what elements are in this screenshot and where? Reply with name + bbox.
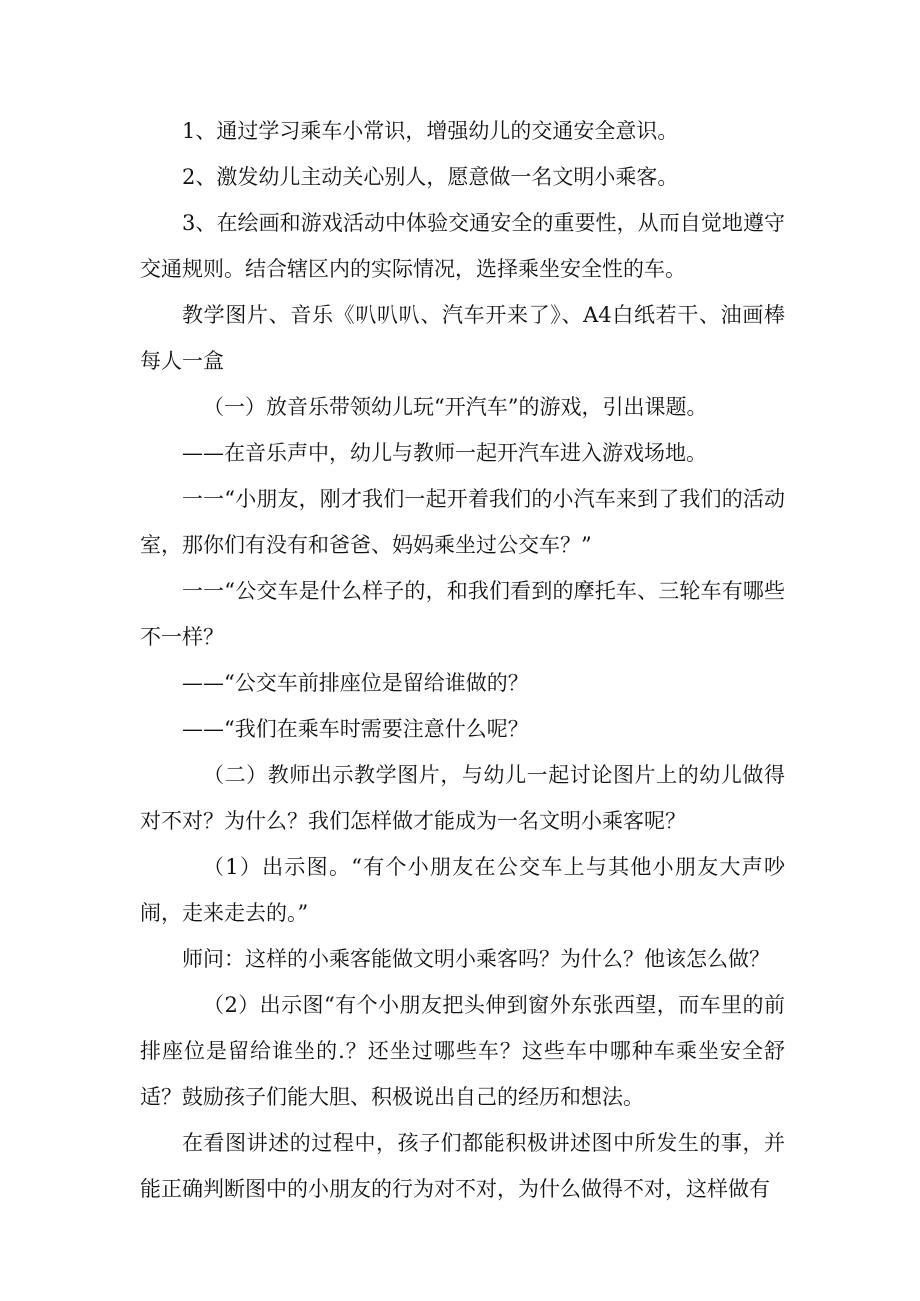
goal-2-paragraph: 2、激发幼儿主动关心别人，愿意做一名文明小乘客。 — [182, 165, 679, 189]
materials-paragraph: 教学图片、音乐《叭叭叭、汽车开来了》、A4白纸若干、油画棒每人一盒 — [140, 303, 785, 373]
goal-3-paragraph: 3、在绘画和游戏活动中体验交通安全的重要性，从而自觉地遵守交通规则。结合辖区内的实际情况，选择乘坐安全性的车。 — [140, 211, 785, 281]
step-1-line-c: 一一“公交车是什么样子的，和我们看到的摩托车、三轮车有哪些不一样？ — [140, 579, 785, 649]
step-1-line-d: ——“公交车前排座位是留给谁做的？ — [182, 671, 529, 695]
reflection-paragraph: 在看图讲述的过程中，孩子们都能积极讲述图中所发生的事，并能正确判断图中的小朋友的行为对不对，为什么做得不对，这样做有 — [140, 1131, 785, 1201]
step-1-line-b: 一一“小朋友，刚才我们一起开着我们的小汽车来到了我们的活动室，那你们有没有和爸爸、妈妈乘坐过公交车？” — [140, 487, 785, 557]
step-2-question: 师问：这样的小乘客能做文明小乘客吗？为什么？他该怎么做？ — [182, 947, 770, 971]
goal-1-paragraph: 1、通过学习乘车小常识，增强幼儿的交通安全意识。 — [182, 119, 679, 143]
document-body — [140, 108, 785, 1212]
step-1-heading: （一）放音乐带领幼儿玩“开汽车”的游戏，引出课题。 — [203, 395, 708, 419]
step-2-item-2: （2）出示图“有个小朋友把头伸到窗外东张西望，而车里的前排座位是留给谁坐的.？还坐过哪些车？这些车中哪种车乘坐安全舒适？鼓励孩子们能大胆、积极说出自己的经历和想法。 — [140, 993, 785, 1109]
step-1-line-e: ——“我们在乘车时需要注意什么呢？ — [182, 717, 529, 741]
step-1-line-a: ——在音乐声中，幼儿与教师一起开汽车进入游戏场地。 — [182, 441, 707, 465]
step-2-item-1: （1）出示图。“有个小朋友在公交车上与其他小朋友大声吵闹，走来走去的。” — [140, 855, 785, 925]
step-2-heading: （二）教师出示教学图片，与幼儿一起讨论图片上的幼儿做得对不对？为什么？我们怎样做才能成为一名文明小乘客呢？ — [140, 763, 785, 833]
